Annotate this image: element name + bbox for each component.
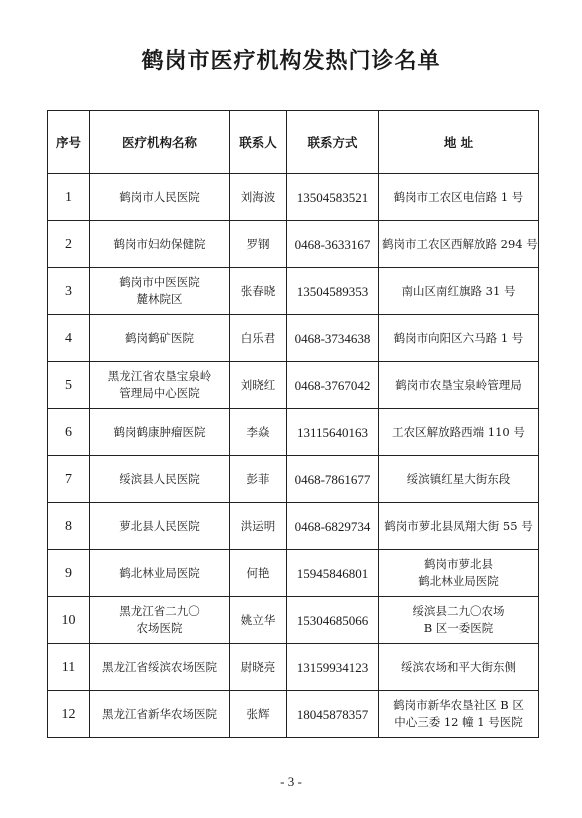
row-index: 6 [48,409,90,456]
address [379,268,539,315]
header-phone: 联系方式 [287,111,379,174]
contact-person: 李焱 [230,409,287,456]
row-index: 11 [48,644,90,691]
institution-name-line: 绥滨县人民医院 [119,471,200,486]
institution-name-line: 农场医院 [136,621,183,635]
row-index: 5 [48,362,90,409]
table-row [48,550,539,597]
header-index: 序号 [48,111,90,174]
table-row [48,456,539,503]
contact-person: 张春晓 [230,268,287,315]
table-row [48,268,539,315]
institution-name [90,503,230,550]
address [379,691,539,738]
row-index: 7 [48,456,90,503]
institution-name-line: 萝北县人民医院 [119,518,200,533]
address [379,503,539,550]
address [379,597,539,644]
phone-number: 13115640163 [287,409,379,456]
address-line: B 区一委医院 [423,621,494,635]
address-line: 鹤北林业局医院 [418,574,499,588]
institution-name [90,362,230,409]
address-line: 鹤岗市萝北县 [424,557,493,571]
table-row [48,691,539,738]
institution-name-line: 鹤岗市妇幼保健院 [113,236,206,251]
contact-person: 罗钢 [230,221,287,268]
address-line: 鹤岗市萝北县凤翔大街 55 号 [384,518,533,533]
address-line: 南山区南红旗路 31 号 [401,283,516,298]
page-title: 鹤岗市医疗机构发热门诊名单 [141,48,441,74]
address [379,550,539,597]
row-index: 10 [48,597,90,644]
phone-number: 18045878357 [287,691,379,738]
hospital-table [47,110,539,738]
address [379,644,539,691]
contact-person: 张辉 [230,691,287,738]
table-row [48,597,539,644]
phone-number: 0468-3734638 [287,315,379,362]
address [379,221,539,268]
table-header-row [48,111,539,174]
row-index: 1 [48,174,90,221]
address [379,315,539,362]
address [379,174,539,221]
page-number: - 3 - [280,774,302,789]
phone-number: 0468-7861677 [287,456,379,503]
phone-number: 13159934123 [287,644,379,691]
address-line: 鹤岗市新华农垦社区 B 区 [393,698,524,712]
contact-person: 洪运明 [230,503,287,550]
institution-name-line: 黑龙江省绥滨农场医院 [102,659,217,674]
table-row [48,362,539,409]
contact-person: 彭菲 [230,456,287,503]
row-index: 9 [48,550,90,597]
phone-number: 13504589353 [287,268,379,315]
header-contact: 联系人 [230,111,287,174]
address [379,456,539,503]
table-body [48,174,539,738]
row-index: 8 [48,503,90,550]
institution-name [90,644,230,691]
address-line: 工农区解放路西端 110 号 [392,424,525,439]
institution-name [90,409,230,456]
institution-name [90,221,230,268]
contact-person: 何艳 [230,550,287,597]
table-row [48,221,539,268]
phone-number: 0468-6829734 [287,503,379,550]
phone-number: 0468-3633167 [287,221,379,268]
table-row [48,644,539,691]
address-line: 绥滨镇红星大街东段 [406,471,511,486]
row-index: 2 [48,221,90,268]
address [379,362,539,409]
address-line: 鹤岗市工农区西解放路 294 号 [382,236,538,251]
institution-name-line: 鹤岗鹤矿医院 [125,330,194,345]
address [379,409,539,456]
contact-person: 白乐君 [230,315,287,362]
institution-name-line: 鹤岗市人民医院 [119,189,200,204]
header-address: 地 址 [379,111,539,174]
institution-name-line: 鹤岗市中医医院 [119,275,200,289]
institution-name [90,550,230,597]
address-line: 绥滨农场和平大街东侧 [401,659,516,674]
table-row [48,409,539,456]
institution-name-line: 麓林院区 [136,292,183,306]
phone-number: 13504583521 [287,174,379,221]
institution-name [90,456,230,503]
table-row [48,503,539,550]
table-row [48,315,539,362]
institution-name-line: 黑龙江省农垦宝泉岭 [107,369,212,383]
address-line: 鹤岗市农垦宝泉岭管理局 [395,377,522,392]
row-index: 3 [48,268,90,315]
institution-name [90,691,230,738]
phone-number: 15304685066 [287,597,379,644]
contact-person: 刘晓红 [230,362,287,409]
phone-number: 15945846801 [287,550,379,597]
contact-person: 尉晓亮 [230,644,287,691]
institution-name [90,597,230,644]
contact-person: 刘海波 [230,174,287,221]
address-line: 中心三委 12 幢 1 号医院 [394,715,523,729]
address-line: 绥滨县二九〇农场 [412,604,505,618]
table-row [48,174,539,221]
address-line: 鹤岗市向阳区六马路 1 号 [393,330,524,345]
institution-name-line: 鹤岗鹤康肿瘤医院 [113,424,206,439]
address-line: 鹤岗市工农区电信路 1 号 [393,189,524,204]
header-institution: 医疗机构名称 [90,111,230,174]
institution-name [90,174,230,221]
institution-name-line: 管理局中心医院 [119,386,200,400]
institution-name [90,268,230,315]
institution-name-line: 鹤北林业局医院 [119,565,200,580]
institution-name-line: 黑龙江省新华农场医院 [102,706,217,721]
row-index: 4 [48,315,90,362]
institution-name [90,315,230,362]
institution-name-line: 黑龙江省二九〇 [119,604,200,618]
phone-number: 0468-3767042 [287,362,379,409]
row-index: 12 [48,691,90,738]
contact-person: 姚立华 [230,597,287,644]
